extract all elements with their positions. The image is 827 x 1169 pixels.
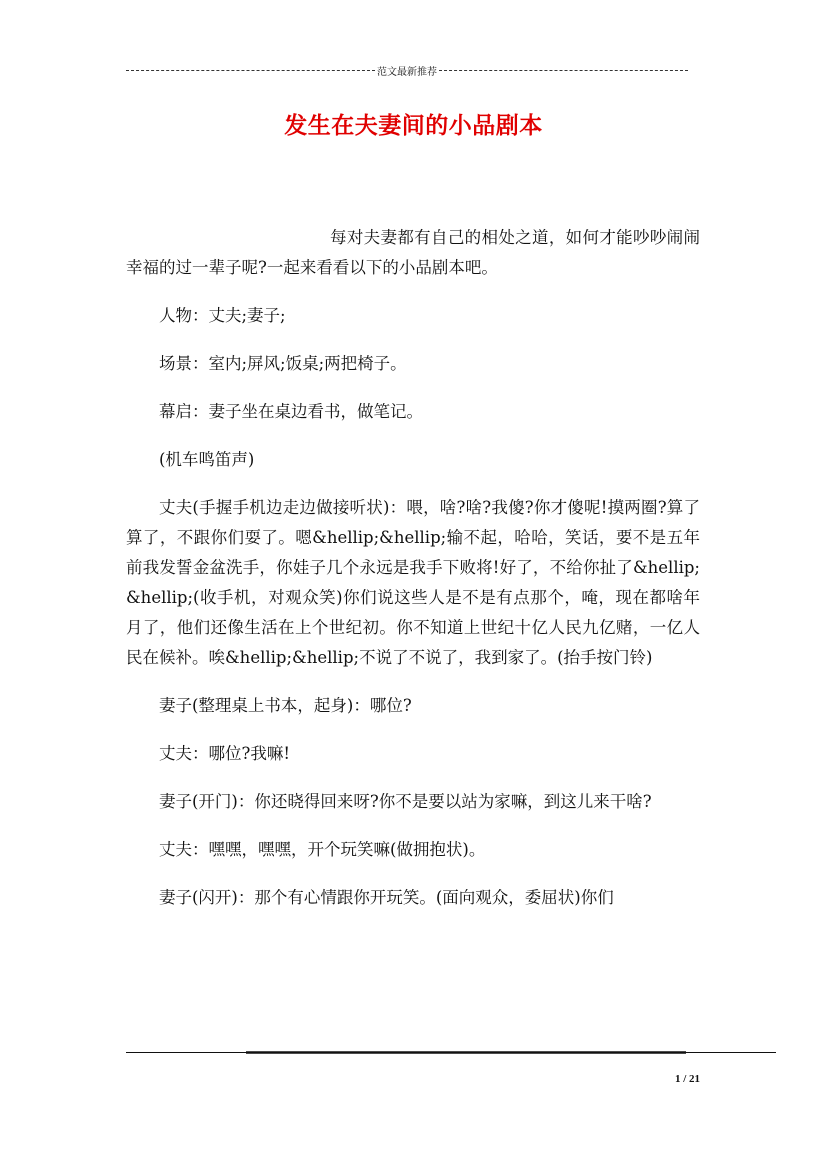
page-number: 1 / 21	[674, 1073, 700, 1085]
intro-paragraph: 每对夫妻都有自己的相处之道，如何才能吵吵闹闹幸福的过一辈子呢?一起来看看以下的小品剧本吧。	[126, 228, 700, 277]
paragraph: 丈夫：嘿嘿，嘿嘿，开个玩笑嘛(做拥抱状)。	[159, 840, 486, 859]
paragraph: 丈夫(手握手机边走边做接听状)：喂，啥?啥?我傻?你才傻呢!摸两圈?算了算了，不跟你们耍了。嗯&hellip;&hellip;输不起，哈哈，笑话，要不是五年前我发誓金盆洗手，你娃子几个永远是我手下败将!好了，不给你扯了&hellip;&hellip;(收手机，对观众笑)你们说这些人是不是有点那个，唵，现在都啥年月了，他们还像生活在上个世纪初。你不知道上世纪十亿人民九亿赌，一亿人民在候补。唉&hellip;&hellip;不说了不说了，我到家了。(抬手按门铃)	[126, 498, 700, 667]
paragraph: 丈夫：哪位?我嘛!	[159, 744, 290, 763]
paragraph: 妻子(闪开)：那个有心情跟你开玩笑。(面向观众，委屈状)你们	[159, 888, 614, 907]
document-body	[126, 214, 700, 922]
paragraph: 人物：丈夫;妻子;	[159, 306, 286, 325]
header-label: 范文最新推荐	[377, 66, 437, 78]
footer-rule	[126, 1051, 776, 1054]
paragraph: 幕启：妻子坐在桌边看书，做笔记。	[159, 402, 423, 421]
page-header	[126, 62, 688, 78]
header-dash-right	[439, 70, 688, 71]
paragraph: 场景：室内;屏风;饭桌;两把椅子。	[159, 354, 407, 373]
paragraph: 妻子(整理桌上书本，起身)：哪位?	[159, 696, 412, 715]
header-dash-left	[126, 70, 375, 71]
paragraph: (机车鸣笛声)	[159, 450, 255, 469]
paragraph: 妻子(开门)：你还晓得回来呀?你不是要以站为家嘛，到这儿来干啥?	[159, 792, 652, 811]
document-title: 发生在夫妻间的小品剧本	[284, 113, 543, 139]
footer-rule-line	[126, 1051, 776, 1054]
